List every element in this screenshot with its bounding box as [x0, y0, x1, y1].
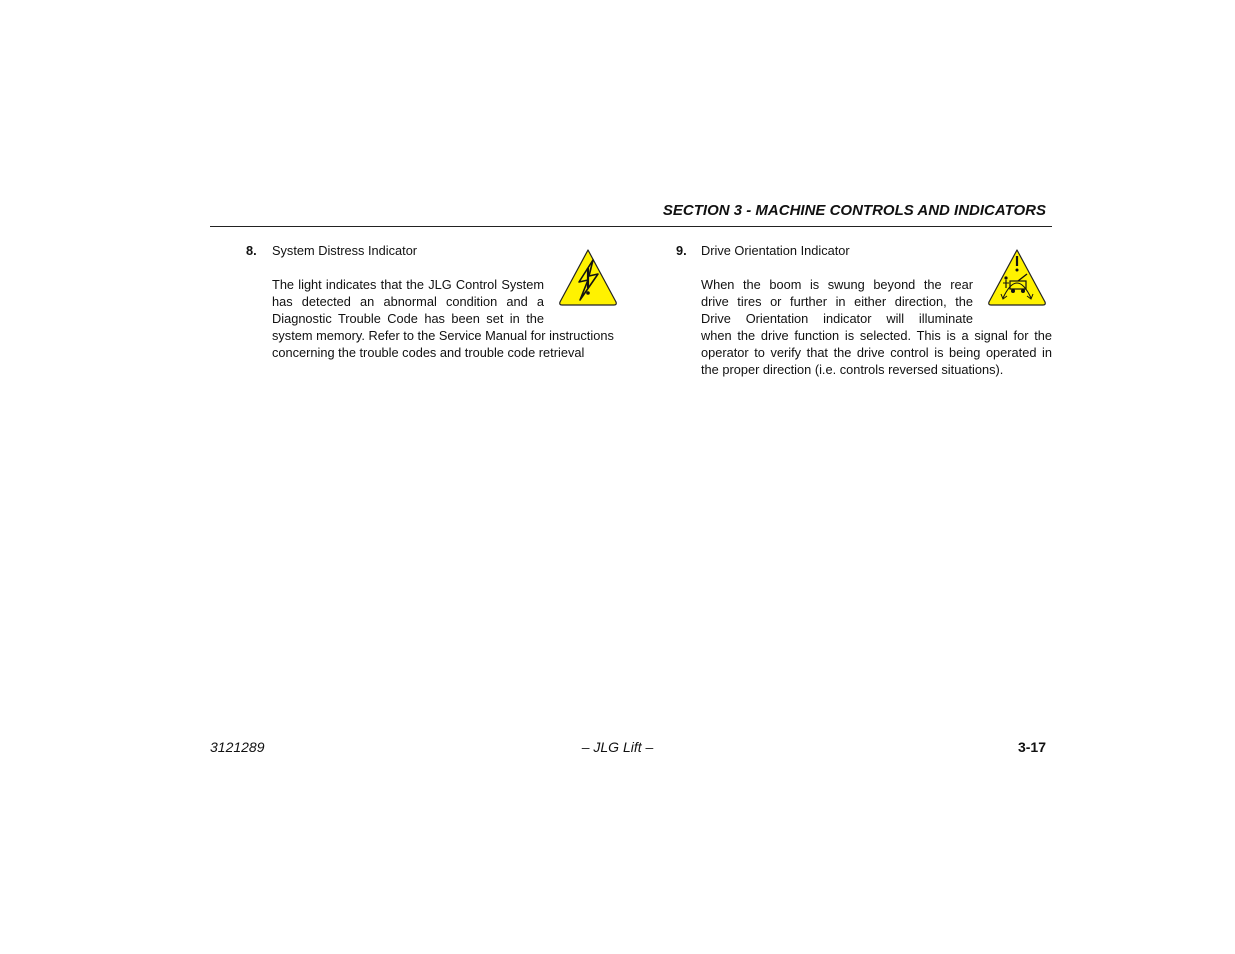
header-rule	[210, 226, 1052, 227]
doc-number: 3121289	[210, 739, 265, 755]
item-number: 8.	[246, 243, 257, 258]
body-line: concerning the trouble codes and trouble code retrieval	[272, 345, 585, 360]
page-number: 3-17	[1017, 739, 1046, 755]
body-line: When the boom is swung beyond the rear	[701, 277, 973, 292]
body-line: drive tires or further in either direction, the	[701, 294, 973, 309]
body-line: system memory. Refer to the Service Manual for instructions	[272, 328, 614, 343]
item-number: 9.	[676, 243, 687, 258]
footer-brand: – JLG Lift –	[581, 739, 654, 755]
body-line: the proper direction (i.e. controls reversed situations).	[701, 362, 1004, 377]
item-heading: Drive Orientation Indicator	[701, 243, 850, 258]
body-line: The light indicates that the JLG Control System	[272, 277, 544, 292]
body-line: operator to verify that the drive control is being operated in	[701, 345, 1052, 360]
item-system-distress	[246, 242, 626, 372]
body-line: has detected an abnormal condition and a	[272, 294, 544, 309]
lightning-warning-icon	[558, 248, 618, 306]
item-heading: System Distress Indicator	[272, 243, 418, 258]
body-line: Diagnostic Trouble Code has been set in the	[272, 311, 544, 326]
item-drive-orientation	[676, 242, 1056, 392]
body-line: Drive Orientation indicator will illuminate	[701, 311, 973, 326]
body-line: when the drive function is selected. This is a signal for the	[701, 328, 1052, 343]
drive-orientation-warning-icon	[987, 248, 1047, 306]
section-title: SECTION 3 - MACHINE CONTROLS AND INDICATORS	[662, 202, 1046, 219]
